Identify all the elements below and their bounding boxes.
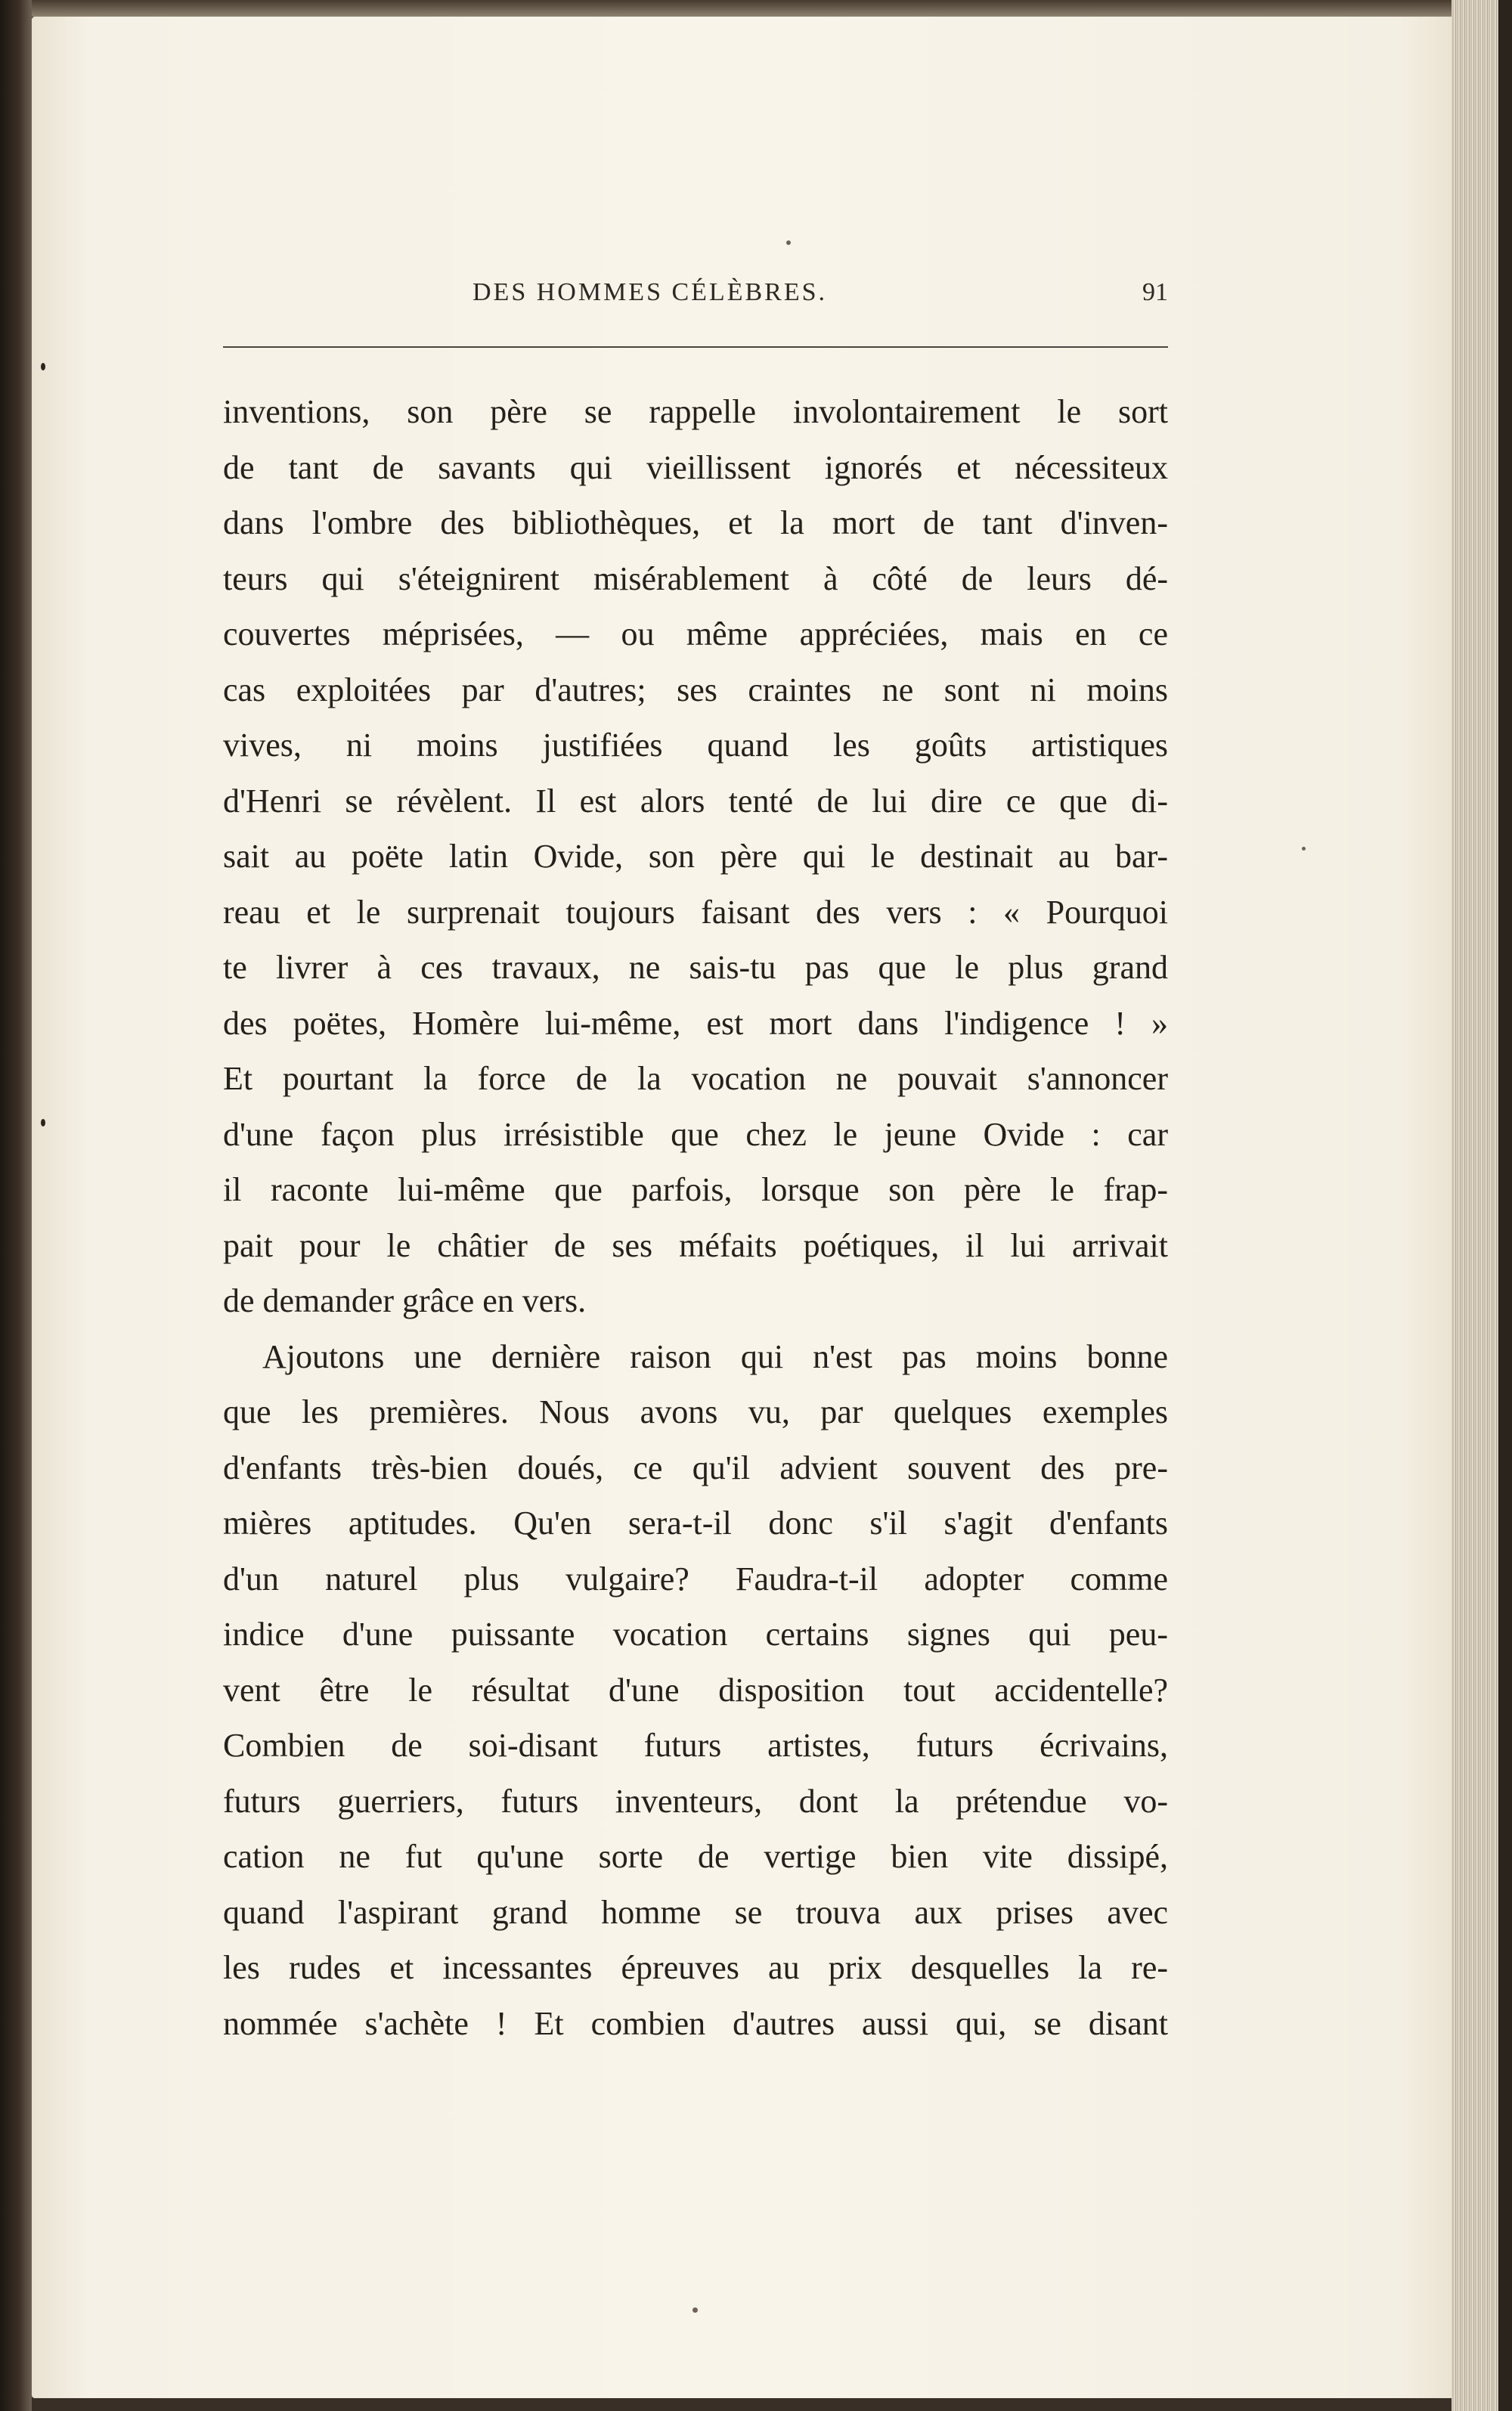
paper-speck bbox=[692, 2307, 698, 2313]
text-line: teurs qui s'éteignirent misérablement à côté de leurs dé- bbox=[223, 559, 1168, 597]
text-line: inventions, son père se rappelle involontairement le sort bbox=[223, 393, 1168, 430]
book-binding-edge bbox=[0, 0, 32, 2411]
running-head: DES HOMMES CÉLÈBRES. bbox=[472, 278, 827, 306]
text-line: mières aptitudes. Qu'en sera-t-il donc s'il s'agit d'enfants bbox=[223, 1505, 1168, 1542]
text-line: pait pour le châtier de ses méfaits poétiques, il lui arrivait bbox=[223, 1226, 1168, 1264]
text-line: vent être le résultat d'une disposition tout accidentelle? bbox=[223, 1671, 1168, 1709]
text-line: te livrer à ces travaux, ne sais-tu pas que le plus grand bbox=[223, 949, 1168, 986]
page-number: 91 bbox=[1142, 278, 1168, 306]
text-line: que les premières. Nous avons vu, par quelques exemples bbox=[223, 1393, 1168, 1430]
text-line: Et pourtant la force de la vocation ne pouvait s'annoncer bbox=[223, 1060, 1168, 1097]
text-line: nommée s'achète ! Et combien d'autres aussi qui, se disant bbox=[223, 2004, 1168, 2042]
text-line: cation ne fut qu'une sorte de vertige bien vite dissipé, bbox=[223, 1838, 1168, 1875]
header-rule bbox=[223, 346, 1168, 348]
book-cover-edge bbox=[1498, 0, 1512, 2411]
text-line: dans l'ombre des bibliothèques, et la mort de tant d'inven- bbox=[223, 504, 1168, 541]
paper-speck bbox=[1302, 847, 1306, 851]
text-line: couvertes méprisées, — ou même appréciées, mais en ce bbox=[223, 615, 1168, 652]
text-line: d'une façon plus irrésistible que chez le jeune Ovide : car bbox=[223, 1115, 1168, 1153]
paper-speck bbox=[41, 363, 45, 370]
text-line: sait au poëte latin Ovide, son père qui le destinait au bar- bbox=[223, 838, 1168, 875]
text-line: quand l'aspirant grand homme se trouva aux prises avec bbox=[223, 1893, 1168, 1931]
text-line: Combien de soi-disant futurs artistes, futurs écrivains, bbox=[223, 1727, 1168, 1764]
body-text bbox=[223, 384, 1168, 2051]
text-line: les rudes et incessantes épreuves au prix desquelles la re- bbox=[223, 1949, 1168, 1986]
scan-top-edge bbox=[0, 0, 1512, 17]
text-line: de tant de savants qui vieillissent ignorés et nécessiteux bbox=[223, 448, 1168, 486]
paper-speck bbox=[786, 240, 791, 245]
text-line: d'enfants très-bien doués, ce qu'il advient souvent des pre- bbox=[223, 1449, 1168, 1486]
page-header bbox=[223, 278, 1168, 324]
text-line: il raconte lui-même que parfois, lorsque son père le frap- bbox=[223, 1171, 1168, 1208]
text-line: cas exploitées par d'autres; ses craintes ne sont ni moins bbox=[223, 671, 1168, 708]
text-line: indice d'une puissante vocation certains signes qui peu- bbox=[223, 1616, 1168, 1653]
text-line: vives, ni moins justifiées quand les goûts artistiques bbox=[223, 727, 1168, 764]
text-line: d'un naturel plus vulgaire? Faudra-t-il adopter comme bbox=[223, 1560, 1168, 1598]
text-line: futurs guerriers, futurs inventeurs, dont la prétendue vo- bbox=[223, 1782, 1168, 1820]
text-line: d'Henri se révèlent. Il est alors tenté de lui dire ce que di- bbox=[223, 782, 1168, 820]
text-line: Ajoutons une dernière raison qui n'est pas moins bonne bbox=[262, 1337, 1168, 1375]
text-line: des poëtes, Homère lui-même, est mort dans l'indigence ! » bbox=[223, 1004, 1168, 1042]
text-line: de demander grâce en vers. bbox=[223, 1282, 587, 1319]
paper-speck bbox=[41, 1119, 45, 1126]
text-line: reau et le surprenait toujours faisant des vers : « Pourquoi bbox=[223, 893, 1168, 931]
